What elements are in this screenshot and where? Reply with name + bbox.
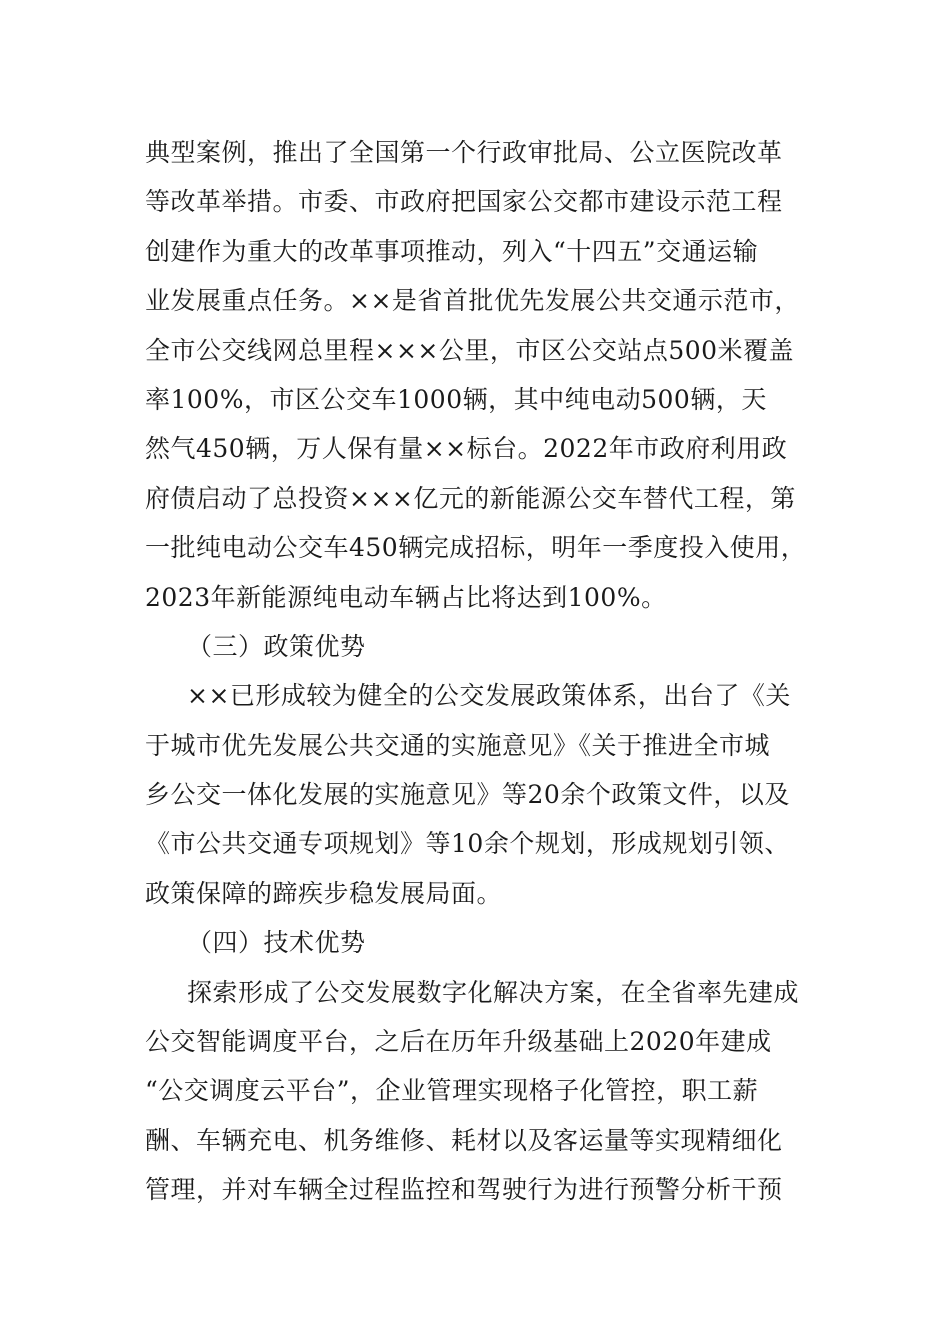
- text-line: 政策保障的蹄疾步稳发展局面。: [145, 878, 503, 908]
- text-line: 等改革举措。市委、市政府把国家公交都市建设示范工程: [145, 187, 783, 217]
- text-line: 探索形成了公交发展数字化解决方案，在全省率先建成: [187, 977, 800, 1007]
- text-line: 创建作为重大的改革事项推动，列入“十四五”交通运输: [145, 236, 759, 266]
- text-line: 府债启动了总投资×××亿元的新能源公交车替代工程，第: [145, 483, 796, 513]
- section-heading-policy: （三）政策优势: [187, 631, 366, 661]
- text-line: 率100%，市区公交车1000辆，其中纯电动500辆，天: [145, 384, 767, 414]
- text-line: ××已形成较为健全的公交发展政策体系，出台了《关: [187, 681, 791, 711]
- text-line: “公交调度云平台”，企业管理实现格子化管控，职工薪: [145, 1076, 759, 1106]
- text-line: 业发展重点任务。××是省首批优先发展公共交通示范市，: [145, 286, 800, 316]
- text-line: 于城市优先发展公共交通的实施意见》《关于推进全市城: [145, 730, 771, 760]
- text-line: 一批纯电动公交车450辆完成招标，明年一季度投入使用，: [145, 533, 807, 563]
- text-line: 公交智能调度平台，之后在历年升级基础上2020年建成: [145, 1027, 772, 1057]
- text-line: 2023年新能源纯电动车辆占比将达到100%。: [145, 582, 667, 612]
- text-line: 管理，并对车辆全过程监控和驾驶行为进行预警分析干预: [145, 1175, 783, 1205]
- text-line: 然气450辆，万人保有量××标台。2022年市政府利用政: [145, 434, 788, 464]
- body-text: [145, 128, 810, 1215]
- text-line: 典型案例，推出了全国第一个行政审批局、公立医院改革: [145, 138, 783, 167]
- text-line: 全市公交线网总里程×××公里，市区公交站点500米覆盖: [145, 335, 795, 365]
- text-line: 《市公共交通专项规划》等10余个规划，形成规划引领、: [145, 829, 790, 859]
- text-line: 乡公交一体化发展的实施意见》等20余个政策文件，以及: [145, 780, 790, 810]
- text-line: 酬、车辆充电、机务维修、耗材以及客运量等实现精细化: [145, 1125, 783, 1155]
- section-heading-technology: （四）技术优势: [187, 928, 366, 958]
